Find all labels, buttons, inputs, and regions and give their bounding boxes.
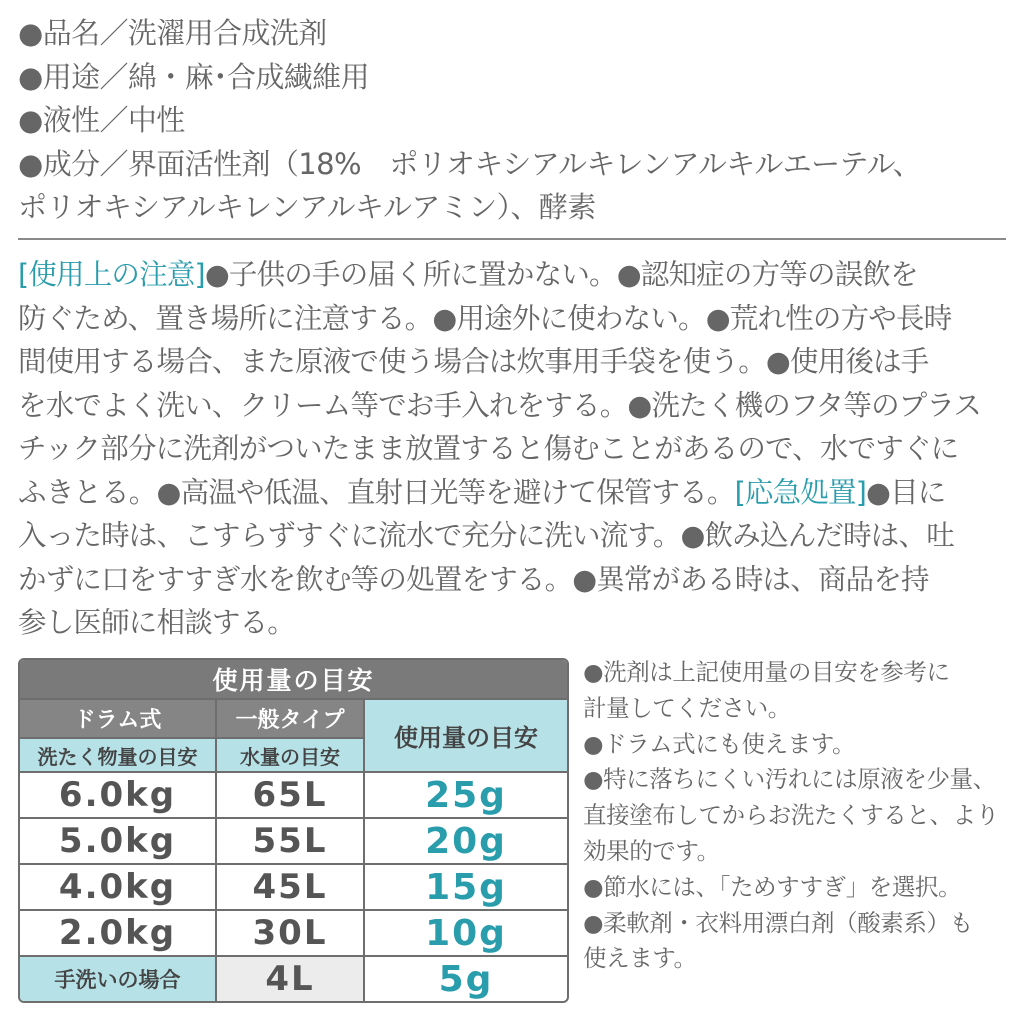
water-cell: 45L xyxy=(215,865,363,911)
table-row xyxy=(20,865,567,911)
amount-cell: 5g xyxy=(363,957,567,1001)
spec-liquid-property: ●液性／中性 xyxy=(18,103,185,137)
amount-cell: 10g xyxy=(363,911,567,957)
section-divider xyxy=(18,238,1006,240)
spec-usage: ●用途／綿・麻･合成繊維用 xyxy=(18,59,370,94)
water-cell: 30L xyxy=(215,911,363,957)
note-line: ●洗剤は上記使用量の目安を参考に xyxy=(583,658,950,686)
water-cell: 4L xyxy=(215,957,363,1001)
col-water-subheader: 水量の目安 xyxy=(215,739,363,773)
table-row xyxy=(20,773,567,819)
col-amount-header: 使用量の目安 xyxy=(363,700,567,773)
handwash-cell: 手洗いの場合 xyxy=(20,957,215,1001)
table-row xyxy=(20,957,567,1001)
amount-cell: 15g xyxy=(363,865,567,911)
load-cell: 5.0kg xyxy=(20,819,215,865)
col-load-subheader: 洗たく物量の目安 xyxy=(20,739,215,773)
caution-text: ●子供の手の届く所に置かない。●認知症の方等の誤飲を xyxy=(204,258,918,291)
note-line: ●特に落ちにくい汚れには原液を少量、 xyxy=(583,765,996,794)
dosage-table xyxy=(18,658,569,1003)
note-line: 効果的です。 xyxy=(583,836,720,865)
water-cell: 55L xyxy=(215,819,363,865)
amount-cell: 25g xyxy=(363,773,567,819)
first-aid-heading: [応急処置] xyxy=(734,475,867,509)
note-line: ●柔軟剤・衣料用漂白剤（酸素系）も xyxy=(583,908,973,937)
caution-text: ●目に xyxy=(866,475,946,509)
load-cell: 4.0kg xyxy=(20,865,215,911)
caution-heading: [使用上の注意] xyxy=(18,258,205,291)
caution-line xyxy=(18,253,1010,297)
note-line: ●節水には、「ためすすぎ」を選択。 xyxy=(583,872,962,901)
caution-line: 参し医師に相談する。 xyxy=(18,606,296,639)
col-general-header: 一般タイプ xyxy=(215,700,363,739)
caution-text: ふきとる。●高温や低温、直射日光等を避けて保管する。 xyxy=(18,475,735,509)
note-line: 使えます。 xyxy=(583,944,697,973)
spec-ingredients-cont: ポリオキシアルキレンアルキルアミン）、酵素 xyxy=(18,190,596,224)
table-row xyxy=(20,911,567,957)
table-row xyxy=(20,819,567,865)
caution-line: 間使用する場合、また原液で使う場合は炊事用手袋を使う。●使用後は手 xyxy=(18,345,929,378)
note-line: 計量してください。 xyxy=(583,693,791,722)
load-cell: 2.0kg xyxy=(20,911,215,957)
spec-ingredients: ●成分／界面活性剤（18% ポリオキシアルキレンアルキルエーテル、 xyxy=(18,146,921,181)
note-line: ●ドラム式にも使えます。 xyxy=(583,729,856,758)
load-cell: 6.0kg xyxy=(20,773,215,819)
amount-cell: 20g xyxy=(363,819,567,865)
caution-line: 入った時は、こすらずすぐに流水で充分に洗い流す。●飲み込んだ時は、吐 xyxy=(18,519,954,552)
caution-line xyxy=(18,471,1010,515)
note-line: 直接塗布してからお洗たくすると、より xyxy=(583,801,999,830)
col-drum-header: ドラム式 xyxy=(20,700,215,739)
caution-line: チック部分に洗剤がついたまま放置すると傷むことがあるので、水ですぐに xyxy=(18,432,959,465)
usage-caution xyxy=(18,253,1010,645)
water-cell: 65L xyxy=(215,773,363,819)
caution-line: を水でよく洗い、クリーム等でお手入れをする。●洗たく機のフタ等のプラス xyxy=(18,388,982,422)
caution-line: 防ぐため、置き場所に注意する。●用途外に使わない。●荒れ性の方や長時 xyxy=(18,301,952,335)
table-title: 使用量の目安 xyxy=(20,660,567,700)
caution-line: かずに口をすすぎ水を飲む等の処置をする。●異常がある時は、商品を持 xyxy=(18,562,929,596)
usage-notes xyxy=(583,655,1013,977)
product-spec xyxy=(18,12,921,230)
spec-product-name: ●品名／洗濯用合成洗剤 xyxy=(18,16,327,50)
